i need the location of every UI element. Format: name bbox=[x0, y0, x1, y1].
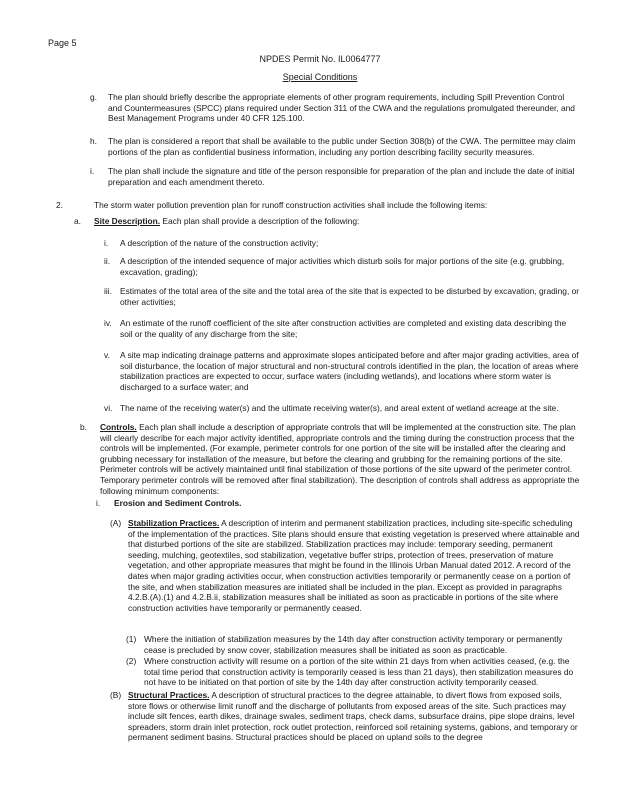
A-text: A description of interim and permanent stabilization practices, including site-specific scheduling of the implementation of the practices. Site plans should ensure that existing vegetation is preserved where attainable and that disturbed portions of the site are stabilized. Stabilization practices may include: temporary seeding, permanent seeding, mulching, geotextiles, sod stabilization, vegetative buffer strips, protection of trees, preservation of mature vegetation, and other appropriate measures that might be found in the Illinois Urban Manual dated 2012. A record of the dates when major grading activities occur, when construction activities temporarily or permanently cease on a portion of the site, and when stabilization measures are initiated shall be included in the plan. Except as provided in paragraphs 4.2.B.(A).(1) and 4.2.B.ii, stabilization measures shall be initiated as soon as practicable in portions of the site where construction activities have temporarily or permanently ceased. bbox=[128, 518, 580, 613]
item-g-label: g. bbox=[90, 92, 97, 102]
item-a-heading bbox=[94, 216, 580, 227]
a-vi-text: The name of the receiving water(s) and the ultimate receiving water(s), and areal extent of wetland acreage at the site. bbox=[120, 403, 559, 413]
item-i-text: The plan shall include the signature and title of the person responsible for preparation of the plan and include the date of initial preparation and each amendment thereto. bbox=[108, 166, 575, 187]
item-h-label: h. bbox=[90, 136, 97, 146]
section-title: Special Conditions bbox=[282, 72, 358, 82]
a-iv-text: An estimate of the runoff coefficient of the site after construction activities are completed and existing data describing the soil or the quality of any discharge from the site; bbox=[120, 318, 567, 339]
page-label: Page 5 bbox=[48, 38, 77, 48]
item-b-title: Controls. bbox=[100, 422, 137, 432]
a-iv-label: iv. bbox=[104, 318, 112, 328]
A-note-1-text: Where the initiation of stabilization measures by the 14th day after construction activity temporary or permanently cease is precluded by snow cover, stabilization measures shall be initiated as soon as practicable. bbox=[144, 634, 563, 655]
item-b-label: b. bbox=[80, 422, 87, 432]
item-2-text: The storm water pollution prevention plan for runoff construction activities shall include the following items: bbox=[94, 200, 488, 210]
a-i-label: i. bbox=[104, 238, 109, 248]
a-ii-label: ii. bbox=[104, 256, 111, 266]
b-i-title: Erosion and Sediment Controls. bbox=[114, 498, 242, 508]
B-label: (B) bbox=[110, 690, 122, 700]
B-body bbox=[128, 690, 580, 743]
item-b-text: Each plan shall include a description of appropriate controls that will be implemented at the construction site. The plan will clearly describe for each major activity identified, appropriate controls and the timing during the construction process that the controls will be implemented. (For example, perimeter controls for one portion of the site will be installed after the clearing and grubbing necessary for installation of the measure, but before the clearing and grubbing for the remaining portions of the site. Perimeter controls will be actively maintained until final stabilization of those portions of the site upward of the perimeter control. Temporary perimeter controls will be removed after final stabilization). The description of controls shall address as appropriate the following minimum components: bbox=[100, 422, 580, 496]
a-iii-text: Estimates of the total area of the site and the total area of the site that is expected to be disturbed by excavation, grading, or other activities; bbox=[120, 286, 580, 307]
a-i-text: A description of the nature of the construction activity; bbox=[120, 238, 319, 248]
item-g-text: The plan should briefly describe the appropriate elements of other program requirements, including Spill Prevention Control and Countermeasures (SPCC) plans required under Section 311 of the CWA and the regulations promulgated thereunder, and Best Management Programs under 40 CFR 125.100. bbox=[108, 92, 575, 124]
a-vi-label: vi. bbox=[104, 403, 113, 413]
A-title: Stabilization Practices. bbox=[128, 518, 220, 528]
A-note-2-label: (2) bbox=[126, 656, 137, 666]
item-i-label: i. bbox=[90, 166, 95, 176]
a-ii-text: A description of the intended sequence of major activities which disturb soils for major portions of the site (e.g. grubbing, excavation, grading); bbox=[120, 256, 565, 277]
item-a-intro: Each plan shall provide a description of the following: bbox=[162, 216, 360, 226]
item-h-text: The plan is considered a report that shall be available to the public under Section 308(b) of the CWA. The permittee may claim portions of the plan as confidential business information, including any portion describing facility security measures. bbox=[108, 136, 576, 157]
b-i-label: i. bbox=[96, 498, 101, 508]
a-iii-label: iii. bbox=[104, 286, 112, 296]
B-title: Structural Practices. bbox=[128, 690, 210, 700]
permit-title: NPDES Permit No. IL0064777 bbox=[259, 54, 381, 64]
a-v-label: v. bbox=[104, 350, 110, 360]
a-v-text: A site map indicating drainage patterns and approximate slopes anticipated before and after major grading activities, area of soil disturbance, the location of major structural and non-structural controls identified in the plan, the location of areas where stabilization practices are expected to occur, surface waters (including wetlands), and locations where storm water is discharged to a surface water; and bbox=[120, 350, 579, 392]
A-note-1-label: (1) bbox=[126, 634, 137, 644]
A-body bbox=[128, 518, 580, 613]
B-text: A description of structural practices to the degree attainable, to divert flows from exposed soils, store flows or otherwise limit runoff and the discharge of pollutants from exposed areas of the site. Such practices may include silt fences, earth dikes, drainage swales, sediment traps, check dams, subsurface drains, pipe slope drains, level spreaders, storm drain inlet protection, rock outlet protection, reinforced soil retaining systems, gabions, and temporary or permanent sediment basins. Structural practices should be placed on upland soils to the degree bbox=[128, 690, 578, 743]
A-note-2-text: Where construction activity will resume on a portion of the site within 21 days from when activities ceased, (e.g. the total time period that construction activity is temporarily ceased is less than 21 days), then stabilization measures do not have to be initiated on that portion of site by the 14th day after construction activity temporarily ceased. bbox=[144, 656, 574, 688]
item-b-body bbox=[100, 422, 580, 496]
item-a-label: a. bbox=[74, 216, 81, 226]
item-a-title: Site Description. bbox=[94, 216, 161, 226]
item-2-label: 2. bbox=[56, 200, 63, 210]
A-label: (A) bbox=[110, 518, 122, 528]
